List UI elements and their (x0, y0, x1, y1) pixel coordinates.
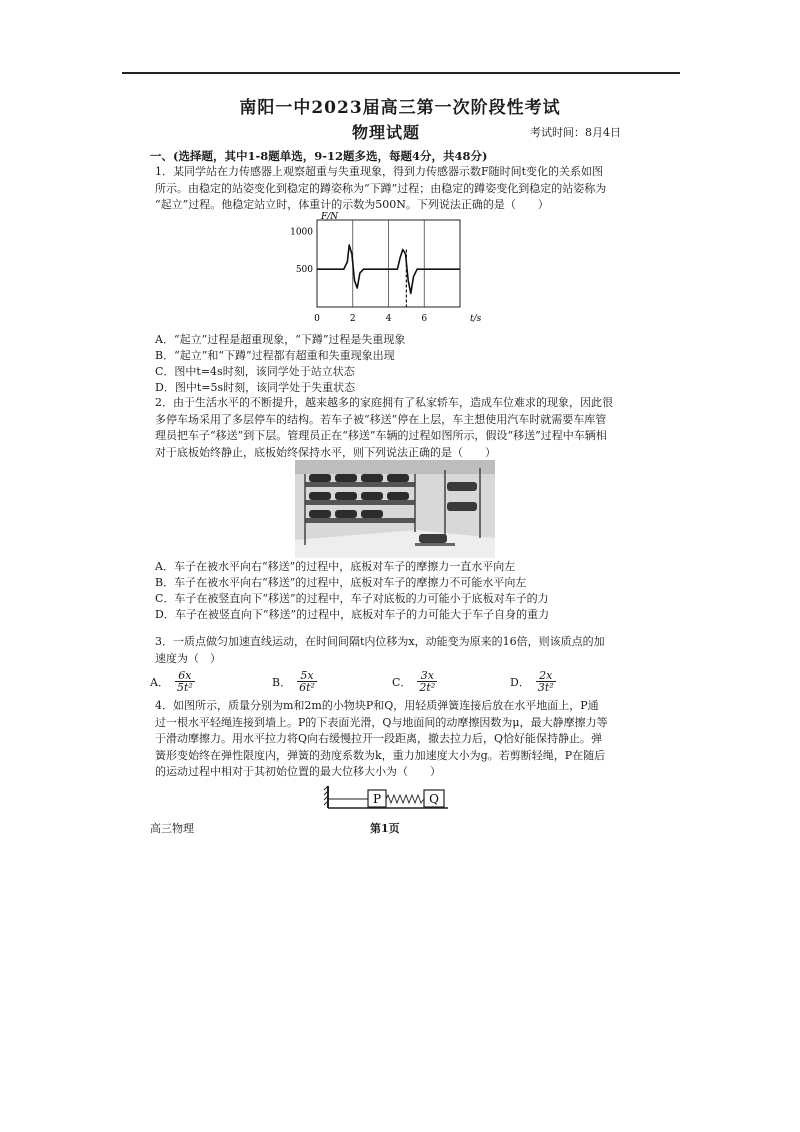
x-tick-label: 2 (349, 314, 356, 324)
fraction-numerator: 6x (175, 670, 195, 682)
footer-page: 第1页 (370, 822, 400, 835)
q1-option-c: C．图中t=4s时刻，该同学处于站立状态 (155, 365, 355, 378)
fraction-numerator: 3x (417, 670, 437, 682)
exam-subtitle: 物理试题 (352, 123, 421, 142)
q2-stem-line: 理员把车子“移送”到下层。管理员正在“移送”车辆的过程如图所示，假设“移送”过程中车辆相 (155, 429, 607, 443)
q3-stem-line: 3．一质点做匀加速直线运动，在时间间隔t内位移为x，动能变为原来的16倍，则该质点的加 (155, 635, 605, 648)
q2-option-b: B．车子在被水平向右“移送”的过程中，底板对车子的摩擦力不可能水平向左 (155, 576, 527, 589)
q4-stem-line: 簧形变始终在弹性限度内，弹簧的劲度系数为k，重力加速度大小为g。若剪断轻绳，P在随后 (155, 748, 606, 762)
q3-option-label: A． (150, 675, 169, 689)
section-heading: 一、(选择题，其中1-8题单选，9-12题多选，每题4分，共48分) (150, 149, 488, 163)
q3-option-d (510, 670, 556, 693)
q3-option-b (272, 670, 317, 693)
y-tick-label: 500 (295, 265, 313, 276)
y-tick-label: 1000 (290, 227, 313, 238)
q4-stem-line: 于滑动摩擦力。用水平拉力将Q向右缓慢拉开一段距离，撤去拉力后，Q恰好能保持静止。弹 (155, 732, 603, 746)
q1-option-d: D．图中t=5s时刻，该同学处于失重状态 (155, 381, 356, 394)
fraction-numerator: 5x (297, 670, 317, 682)
q2-stem-line: 多停车场采用了多层停车的结构。若车子被“移送”停在上层，车主想使用汽车时就需要车库管 (155, 412, 607, 426)
q3-option-fraction (297, 670, 317, 693)
q3-option-a (150, 670, 195, 693)
x-axis-label: t/s (470, 314, 482, 324)
q4-stem-line: 过一根水平轻绳连接到墙上。P的下表面光滑，Q与地面间的动摩擦因数为μ，最大静摩擦力等 (155, 715, 608, 729)
fraction-numerator: 2x (536, 670, 556, 682)
fraction-denominator: 6t² (299, 681, 315, 694)
q2-option-a: A．车子在被水平向右“移送”的过程中，底板对车子的摩擦力一直水平向左 (155, 560, 516, 573)
x-tick-label: 6 (421, 314, 428, 324)
x-tick-label: 0 (314, 314, 320, 324)
q1-stem-line: 所示。由稳定的站姿变化到稳定的蹲姿称为“下蹲”过程；由稳定的蹲姿变化到稳定的站姿称为 (155, 181, 607, 195)
q3-stem (155, 634, 655, 667)
q1-stem-line: “起立”过程。他稳定站立时，体重计的示数为500N。下列说法正确的是（ ） (155, 198, 549, 212)
fraction-denominator: 5t² (176, 681, 193, 694)
q4-stem-line: 4．如图所示，质量分别为m和2m的小物块P和Q，用轻质弹簧连接后放在水平地面上，P通 (155, 699, 599, 712)
exam-title: 南阳一中2023届高三第一次阶段性考试 (239, 98, 561, 118)
y-axis-label: F/N (321, 212, 339, 222)
footer-subject: 高三物理 (150, 822, 194, 835)
parking-garage-photo (295, 460, 495, 558)
q3-option-label: B． (272, 675, 292, 689)
top-rule (122, 72, 680, 74)
q3-option-fraction (175, 670, 195, 693)
fraction-denominator: 2t² (419, 681, 436, 694)
q4-stem (155, 698, 655, 781)
q3-option-fraction (417, 670, 437, 693)
q1-stem-line: 1．某同学站在力传感器上观察超重与失重现象，得到力传感器示数F随时间t变化的关系如图 (155, 165, 604, 178)
x-tick-label: 4 (385, 314, 392, 324)
exam-time: 考试时间：8月4日 (530, 126, 621, 139)
block-q-label: Q (429, 792, 439, 806)
q2-option-c: C．车子在被竖直向下“移送”的过程中，车子对底板的力可能小于底板对车子的力 (155, 592, 549, 605)
fraction-denominator: 3t² (537, 681, 554, 694)
q1-force-chart (285, 212, 495, 332)
q1-option-b: B．“起立”和“下蹲”过程都有超重和失重现象出现 (155, 349, 395, 362)
spring (386, 795, 424, 803)
block-p-label: P (372, 792, 382, 806)
q3-option-c (392, 670, 437, 693)
q3-stem-line: 速度为（ ） (155, 651, 221, 665)
spring-block-diagram (322, 784, 452, 812)
q2-option-d: D．车子在被竖直向下“移送”的过程中，底板对车子的力可能大于车子自身的重力 (155, 608, 550, 621)
q4-stem-line: 的运动过程中相对于其初始位置的最大位移大小为（ ） (155, 765, 441, 779)
q2-stem-line: 2．由于生活水平的不断提升，越来越多的家庭拥有了私家轿车，造成车位难求的现象，因此很 (155, 396, 613, 409)
q1-stem (155, 164, 655, 214)
q2-stem (155, 395, 655, 461)
q3-option-label: D． (510, 675, 530, 689)
q3-option-label: C． (392, 675, 412, 689)
q1-option-a: A．“起立”过程是超重现象，“下蹲”过程是失重现象 (155, 333, 406, 346)
q2-stem-line: 对于底板始终静止，底板始终保持水平，则下列说法正确的是（ ） (155, 445, 496, 459)
q3-option-fraction (536, 670, 556, 693)
